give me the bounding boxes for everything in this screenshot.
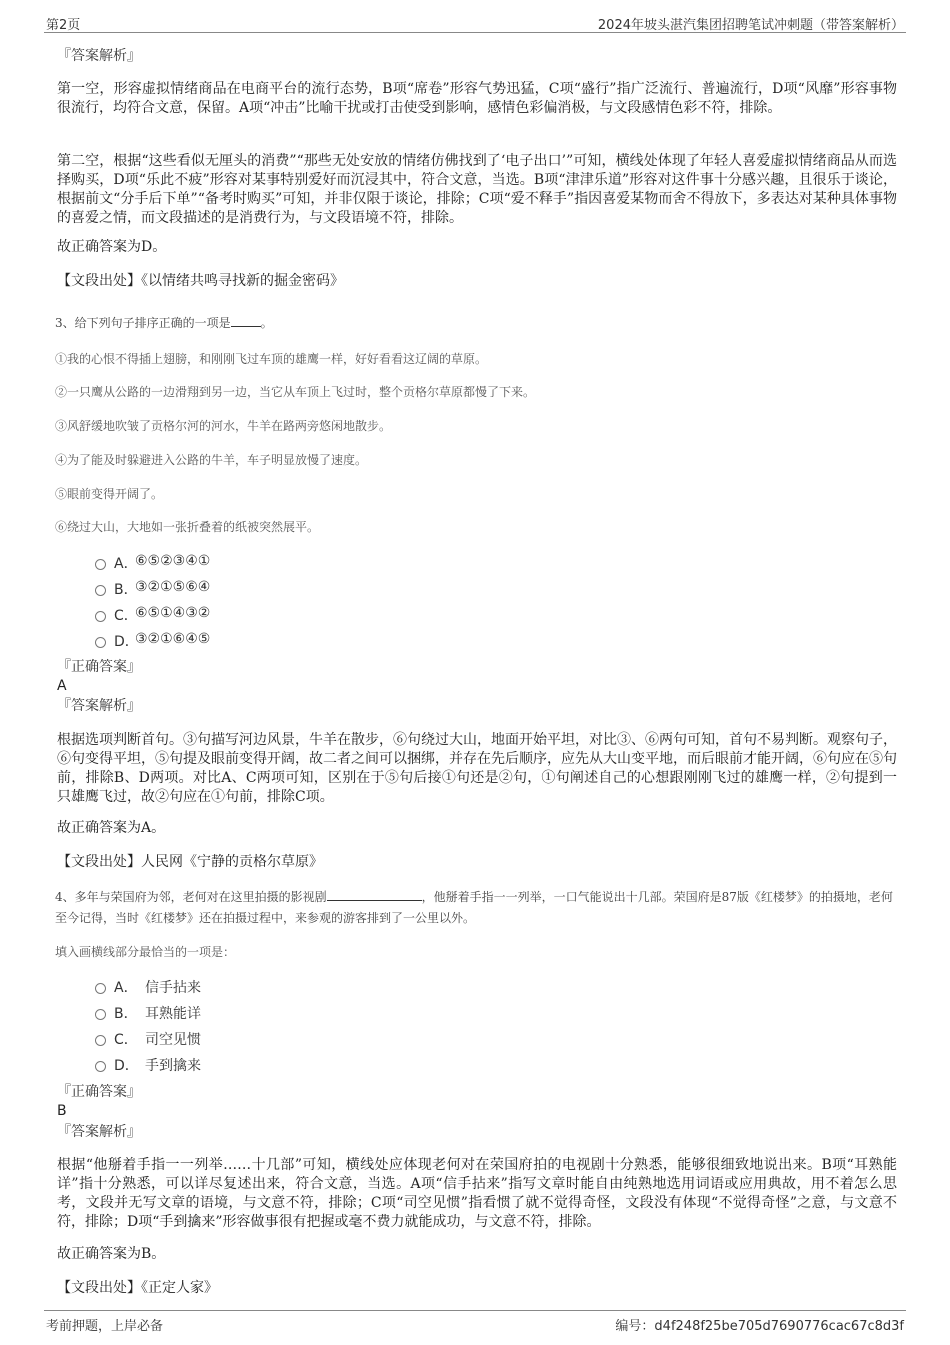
- q2-analysis-label: 『答案解析』: [57, 48, 141, 64]
- footer-slogan: 考前押题，上岸必备: [46, 1319, 164, 1334]
- radio-icon[interactable]: [95, 1009, 106, 1020]
- q3-title: [55, 313, 900, 334]
- q3-sentence-6: ⑥绕过大山，大地如一张折叠着的纸被突然展平。: [55, 520, 320, 534]
- option-letter: D．: [114, 1058, 139, 1074]
- q3-analysis: 根据选项判断首句。③句描写河边风景，牛羊在散步，⑥句绕过大山，地面开始平坦，对比③、⑥两句可知，首句不易判断。观察句子，⑥句变得平坦，⑤句提及眼前变得开阔，故二者之间可以捆绑，并存在先后顺序，应先从大山变平地，而后眼前才能开阔，⑥句应在⑤句前，排除B、D两项。对比A、C两项可知，区别在于⑤句后接①句还是②句，①句阐述自己的心想跟刚刚飞过的雄鹰一样，②句提到一只雄鹰飞过，故②句应在①句前，排除C项。: [57, 732, 897, 805]
- q4-analysis-label: 『答案解析』: [57, 1124, 141, 1140]
- option-text: ⑥⑤①④③②: [135, 605, 211, 621]
- answer-blank: [231, 314, 261, 327]
- q4-instruction: 填入画横线部分最恰当的一项是：: [55, 945, 236, 959]
- q4-correct-label: 『正确答案』: [57, 1084, 141, 1100]
- answer-blank: [327, 888, 422, 901]
- option-letter: C．: [114, 1032, 138, 1048]
- q3-correct-answer: A: [57, 678, 67, 694]
- q3-source: 【文段出处】人民网《宁静的贡格尔草原》: [57, 854, 323, 870]
- option-letter: B．: [114, 582, 138, 598]
- option-text: ③②①⑤⑥④: [135, 579, 211, 595]
- q3-conclusion: 故正确答案为A。: [57, 820, 166, 836]
- radio-icon[interactable]: [95, 637, 106, 648]
- q2-conclusion: 故正确答案为D。: [57, 239, 167, 255]
- option-text: ③②①⑥④⑤: [135, 631, 211, 647]
- option-letter: A．: [114, 556, 138, 572]
- option-letter: D．: [114, 634, 139, 650]
- q4-conclusion: 故正确答案为B。: [57, 1246, 166, 1262]
- page-footer: [44, 1310, 906, 1335]
- code-label: 编号：: [615, 1319, 655, 1334]
- q2-analysis-paragraph-1: 第一空，形容虚拟情绪商品在电商平台的流行态势，B项“席卷”形容气势迅猛，C项“盛行”指广泛流行、普遍流行，D项“风靡”形容事物很流行，均符合文意，保留。A项“冲击”比喻干扰或打击使受到影响，感情色彩偏消极，与文段感情色彩不符，排除。: [57, 81, 897, 116]
- q2-source: 【文段出处】《以情绪共鸣寻找新的掘金密码》: [57, 273, 344, 289]
- radio-icon[interactable]: [95, 983, 106, 994]
- q3-sentence-2: ②一只鹰从公路的一边滑翔到另一边，当它从车顶上飞过时，整个贡格尔草原都慢了下来。: [55, 385, 536, 399]
- option-text: 司空见惯: [145, 1032, 201, 1048]
- q3-sentence-5: ⑤眼前变得开阔了。: [55, 487, 164, 501]
- q3-sentence-4: ④为了能及时躲避进入公路的牛羊，车子明显放慢了速度。: [55, 453, 368, 467]
- q3-title-end: 。: [260, 316, 273, 330]
- document-code: [615, 1315, 904, 1334]
- option-letter: B．: [114, 1006, 138, 1022]
- radio-icon[interactable]: [95, 1035, 106, 1046]
- option-text: 手到擒来: [145, 1058, 201, 1074]
- option-letter: C．: [114, 608, 138, 624]
- document-title: 2024年坡头湛汽集团招聘笔试冲刺题（带答案解析）: [597, 18, 904, 33]
- q3-sentence-1: ①我的心恨不得插上翅膀，和刚刚飞过车顶的雄鹰一样，好好看看这辽阔的草原。: [55, 352, 488, 366]
- option-text: 耳熟能详: [145, 1006, 201, 1022]
- q2-analysis-paragraph-2: 第二空，根据“这些看似无厘头的消费”“那些无处安放的情绪仿佛找到了‘电子出口’”可知，横线处体现了年轻人喜爱虚拟情绪商品从而选择购买，D项“乐此不疲”形容对某事特别爱好而沉浸其中，符合文意，当选。B项“津津乐道”形容对这件事十分感兴趣，且很乐于谈论，根据前文“分手后下单”“备考时购买”可知，并非仅限于谈论，排除；C项“爱不释手”指因喜爱某物而舍不得放下，多表达对某种具体事物的喜爱之情，而文段描述的是消费行为，与文段语境不符，排除。: [57, 153, 897, 226]
- option-letter: A．: [114, 980, 138, 996]
- radio-icon[interactable]: [95, 559, 106, 570]
- page-number: 第2页: [46, 18, 81, 33]
- code-value: d4f248f25be705d7690776cac67c8d3f: [654, 1319, 904, 1334]
- q4-stem-end: ，他掰着手指一一列举，一口气能说出十几部。荣国府是87版《红楼梦》的拍摄地，老何至今记得，当时《红楼梦》还在拍摄过程中，来参观的游客排到了一公里以外。: [55, 890, 893, 925]
- q3-sentence-3: ③风舒缓地吹皱了贡格尔河的河水，牛羊在路两旁悠闲地散步。: [55, 419, 392, 433]
- q3-title-text: 3、给下列句子排序正确的一项是: [55, 316, 231, 330]
- q3-correct-label: 『正确答案』: [57, 659, 141, 675]
- q4-stem-start: 4、多年与荣国府为邻，老何对在这里拍摄的影视剧: [55, 890, 327, 904]
- page-header: [44, 12, 906, 33]
- q4-analysis: 根据“他掰着手指一一列举……十几部”可知，横线处应体现老何对在荣国府拍的电视剧十分熟悉，能够很细致地说出来。B项“耳熟能详”指十分熟悉，可以详尽复述出来，符合文意，当选。A项“信手拈来”指写文章时能自由纯熟地选用词语或应用典故，用不着怎么思考，文段并无写文章的语境，与文意不符，排除；C项“司空见惯”指看惯了就不觉得奇怪，文段没有体现“不觉得奇怪”之意，与文意不符，排除；D项“手到擒来”形容做事很有把握或毫不费力就能成功，与文意不符，排除。: [57, 1157, 897, 1230]
- q4-source: 【文段出处】《正定人家》: [57, 1280, 218, 1296]
- q4-correct-answer: B: [57, 1103, 67, 1119]
- radio-icon[interactable]: [95, 611, 106, 622]
- option-text: 信手拈来: [145, 980, 201, 996]
- q4-stem: [55, 887, 900, 929]
- radio-icon[interactable]: [95, 1061, 106, 1072]
- radio-icon[interactable]: [95, 585, 106, 596]
- q3-analysis-label: 『答案解析』: [57, 698, 141, 714]
- option-text: ⑥⑤②③④①: [135, 553, 211, 569]
